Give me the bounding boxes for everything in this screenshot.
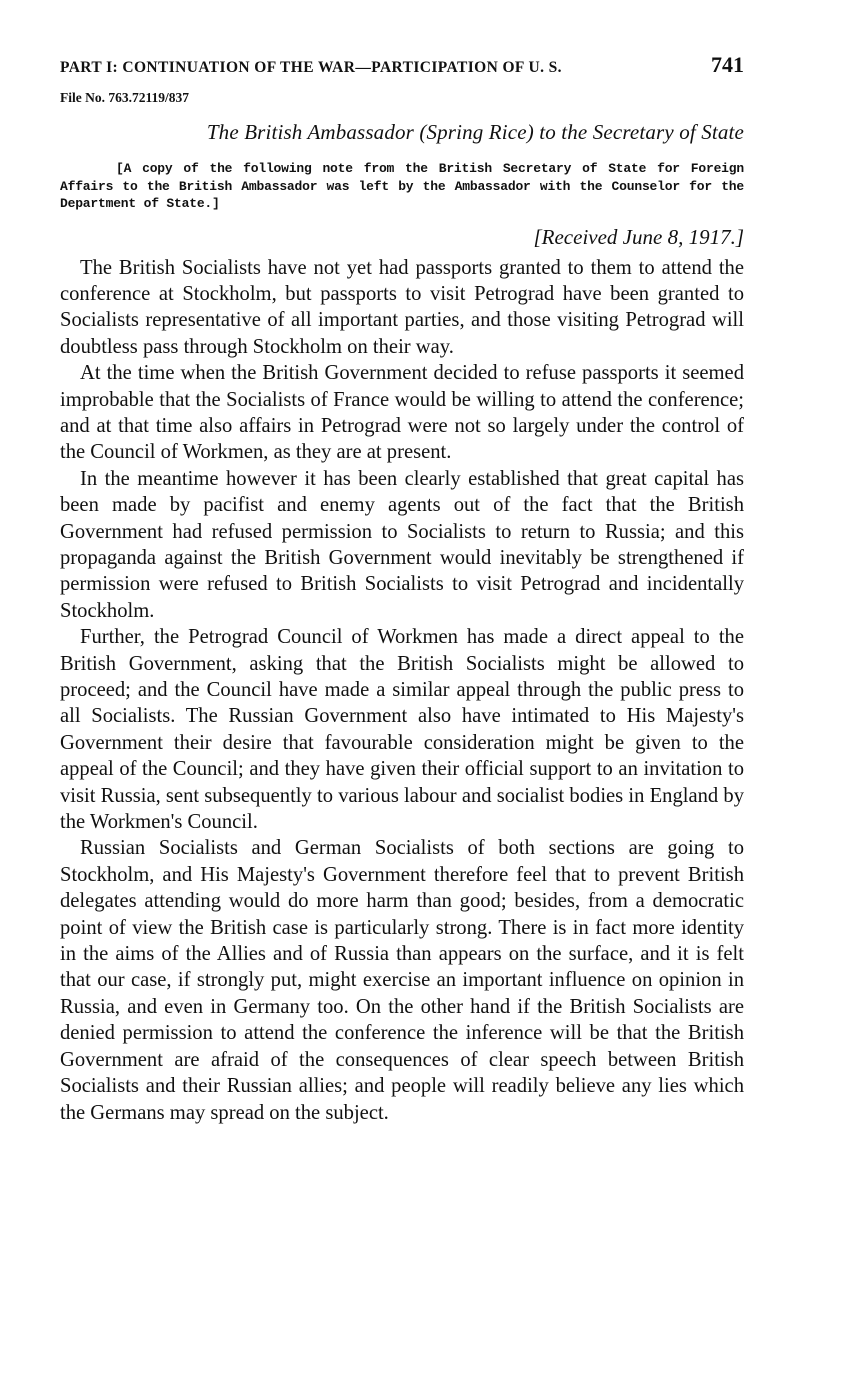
file-number: File No. 763.72119/837: [60, 90, 189, 105]
document-page: [60, 52, 744, 1126]
running-head: [60, 52, 744, 86]
received-date: [Received June 8, 1917.]: [533, 224, 744, 249]
running-title: PART I: CONTINUATION OF THE WAR—PARTICIPATION OF U. S.: [60, 59, 562, 76]
editorial-note: [A copy of the following note from the British Secretary of State for Foreign Affairs to the British Ambassador was left by the Ambassador with the Counselor for the Department of State.]: [60, 161, 744, 211]
paragraph-2: At the time when the British Government decided to refuse passports it seemed improbable that the Socialists of France would be willing to attend the conference; and at that time also affairs in Petrograd were not so largely under the control of the Council of Workmen, as they are at present.: [60, 362, 744, 464]
paragraph-5: Russian Socialists and German Socialists of both sections are going to Stockholm, and His Majesty's Government therefore feel that to prevent British delegates attending would do more harm than good; besides, from a democratic point of view the British case is particularly strong. There is in fact more identity in the aims of the Allies and of Russia than appears on the surface, and it is felt that our case, if strongly put, might exercise an important influence on opinion in Russia, and even in Germany too. On the other hand if the British Socialists are denied permission to attend the conference the inference will be that the British Government are afraid of the consequences of clear speech between British Socialists and their Russian allies; and people will readily believe any lies which the Germans may spread on the subject.: [60, 837, 744, 1124]
paragraph-4: Further, the Petrograd Council of Workmen has made a direct appeal to the British Government, asking that the British Socialists might be allowed to proceed; and the Council have made a similar appeal through the public press to all Socialists. The Russian Government also have intimated to His Majesty's Government their desire that favourable consideration might be given to the appeal of the Council; and they have given their official support to an invitation to visit Russia, sent subsequently to various labour and socialist bodies in England by the Workmen's Council.: [60, 626, 744, 834]
document-heading: The British Ambassador (Spring Rice) to the Secretary of State: [206, 120, 744, 144]
page-number: 741: [711, 52, 744, 77]
paragraph-1: The British Socialists have not yet had passports granted to them to attend the conference at Stockholm, but passports to visit Petrograd have been granted to Socialists representative of all important parties, and those visiting Petrograd will doubtless pass through Stockholm on their way.: [60, 256, 744, 358]
document-body: [60, 255, 744, 1126]
paragraph-3: In the meantime however it has been clearly established that great capital has been made by pacifist and enemy agents out of the fact that the British Government had refused permission to Socialists to return to Russia; and this propaganda against the British Government would inevitably be strengthened if permission were refused to British Socialists to visit Petrograd and incidentally Stockholm.: [60, 467, 744, 622]
